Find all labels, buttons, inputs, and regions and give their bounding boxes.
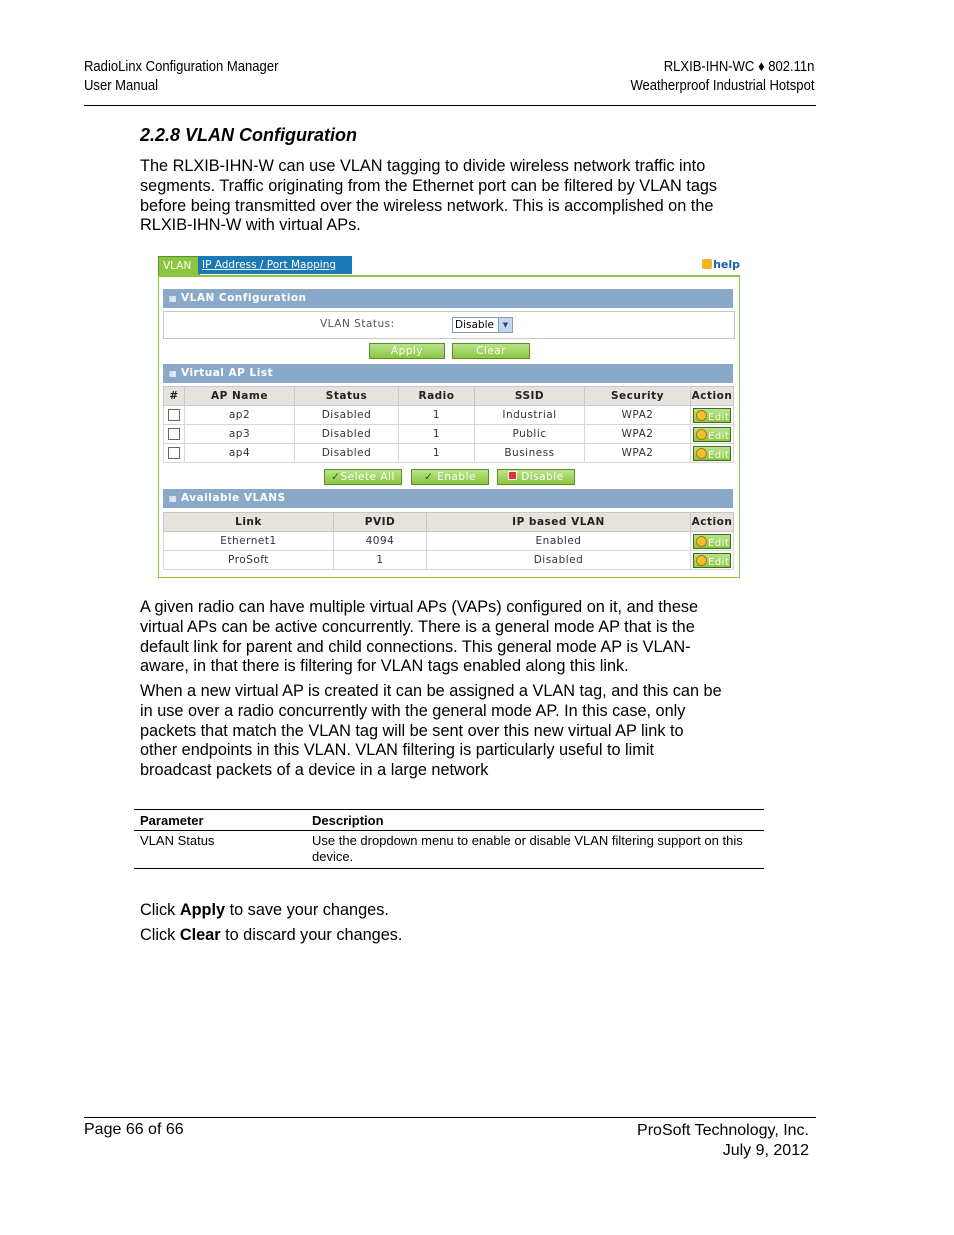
ap-list-bar xyxy=(163,364,733,383)
edit-button[interactable] xyxy=(693,427,731,442)
table-row xyxy=(164,551,734,570)
chevron-down-icon: ▼ xyxy=(498,318,512,332)
vlan-status-value: Disable xyxy=(455,319,494,331)
available-vlans-title: Available VLANS xyxy=(181,492,286,504)
help-icon xyxy=(702,259,712,269)
edit-icon xyxy=(696,448,707,459)
table-header-row xyxy=(164,387,734,406)
intro-paragraph xyxy=(140,157,780,236)
column-header-description: Description xyxy=(306,810,764,831)
footer-rule xyxy=(84,1117,816,1118)
table-row xyxy=(134,831,764,869)
column-header: Action xyxy=(691,513,734,532)
apply-button[interactable]: Apply xyxy=(369,343,445,359)
help-link[interactable] xyxy=(702,258,740,271)
column-header: PVID xyxy=(334,513,427,532)
ap-status: Disabled xyxy=(295,406,399,425)
row-checkbox[interactable] xyxy=(168,409,180,421)
intro-line: RLXIB-IHN-W with virtual APs. xyxy=(140,216,361,235)
paragraph-line: default link for parent and child connections. This general mode AP is VLAN- xyxy=(140,637,691,656)
param-name: VLAN Status xyxy=(134,831,306,869)
table-header-row xyxy=(134,810,764,831)
ap-radio: 1 xyxy=(399,444,475,463)
paragraph-line: virtual APs can be active concurrently. There is a general mode AP that is the xyxy=(140,617,695,636)
intro-line: segments. Traffic originating from the Ethernet port can be filtered by VLAN tags xyxy=(140,176,718,195)
edit-button[interactable] xyxy=(693,408,731,423)
ap-security: WPA2 xyxy=(585,406,691,425)
header-right xyxy=(630,58,814,96)
clear-instruction xyxy=(140,926,402,946)
header-rule xyxy=(84,105,816,106)
clear-bold: Clear xyxy=(179,926,221,944)
available-vlans-bar xyxy=(163,489,733,508)
edit-icon xyxy=(696,536,707,547)
vlan-screenshot xyxy=(158,256,740,579)
paragraph-vlan-tag xyxy=(140,682,780,781)
edit-button[interactable] xyxy=(693,553,731,568)
apply-rest: to save your changes. xyxy=(225,901,389,919)
edit-icon xyxy=(696,410,707,421)
edit-icon xyxy=(696,555,707,566)
table-row xyxy=(164,532,734,551)
paragraph-line: in use over a radio concurrently with the general mode AP. In this case, only xyxy=(140,701,686,720)
available-vlans-table xyxy=(163,512,734,570)
click-word: Click xyxy=(140,901,176,919)
apply-bold: Apply xyxy=(179,901,226,919)
apply-instruction xyxy=(140,901,389,921)
edit-label: Edit xyxy=(708,411,730,423)
enable-button[interactable] xyxy=(411,469,489,485)
column-header: Radio xyxy=(399,387,475,406)
column-header: Link xyxy=(164,513,334,532)
paragraph-line: A given radio can have multiple virtual APs (VAPs) configured on it, and these xyxy=(140,598,699,616)
column-header: Action xyxy=(691,387,734,406)
click-word: Click xyxy=(140,926,176,944)
footer-right xyxy=(637,1121,809,1161)
ap-list-title: Virtual AP List xyxy=(181,367,274,379)
tab-vlan[interactable]: VLAN xyxy=(158,256,200,276)
ap-radio: 1 xyxy=(399,406,475,425)
ap-ssid: Business xyxy=(475,444,585,463)
param-description: Use the dropdown menu to enable or disable VLAN filtering support on this device. xyxy=(306,831,764,869)
table-row xyxy=(164,425,734,444)
ap-name: ap4 xyxy=(185,444,295,463)
check-icon: ✓ xyxy=(424,471,438,483)
footer-date: July 9, 2012 xyxy=(722,1142,809,1159)
clear-button[interactable]: Clear xyxy=(452,343,530,359)
header-description: Weatherproof Industrial Hotspot xyxy=(629,78,814,94)
help-label: help xyxy=(713,258,740,271)
disable-button[interactable] xyxy=(497,469,575,485)
stop-icon xyxy=(508,471,517,480)
paragraph-line: broadcast packets of a device in a large network xyxy=(140,761,489,780)
vlan-config-bar xyxy=(163,289,733,308)
grid-icon: ▦ xyxy=(169,294,178,303)
ap-name: ap2 xyxy=(185,406,295,425)
column-header: AP Name xyxy=(185,387,295,406)
header-doc-type: User Manual xyxy=(84,78,158,94)
column-header: SSID xyxy=(475,387,585,406)
header-model: RLXIB-IHN-WC ♦ 802.11n xyxy=(663,59,814,75)
table-row xyxy=(164,444,734,463)
grid-icon: ▦ xyxy=(169,369,178,378)
vlan-ip-based: Enabled xyxy=(427,532,691,551)
ap-name: ap3 xyxy=(185,425,295,444)
intro-line: before being transmitted over the wireless network. This is accomplished on the xyxy=(140,196,714,215)
vlan-link: ProSoft xyxy=(164,551,334,570)
row-checkbox[interactable] xyxy=(168,447,180,459)
column-header-parameter: Parameter xyxy=(134,810,306,831)
clear-rest: to discard your changes. xyxy=(220,926,403,944)
disable-label: Disable xyxy=(521,471,564,483)
column-header: IP based VLAN xyxy=(427,513,691,532)
check-icon: ✓ xyxy=(331,471,341,483)
ap-status: Disabled xyxy=(295,444,399,463)
table-header-row xyxy=(164,513,734,532)
vlan-status-select[interactable] xyxy=(452,317,513,333)
parameter-table xyxy=(134,809,764,869)
section-title: 2.2.8 VLAN Configuration xyxy=(140,125,358,145)
edit-button[interactable] xyxy=(693,446,731,461)
ap-radio: 1 xyxy=(399,425,475,444)
ap-security: WPA2 xyxy=(585,425,691,444)
select-all-label: Selete All xyxy=(340,471,395,483)
ap-ssid: Industrial xyxy=(475,406,585,425)
header-product: RadioLinx Configuration Manager xyxy=(84,59,279,75)
grid-icon: ▦ xyxy=(169,494,178,503)
column-header: Status xyxy=(295,387,399,406)
vlan-link: Ethernet1 xyxy=(164,532,334,551)
footer-company: ProSoft Technology, Inc. xyxy=(637,1122,809,1139)
paragraph-line: other endpoints in this VLAN. VLAN filtering is particularly useful to limit xyxy=(140,741,654,760)
vlan-pvid: 1 xyxy=(334,551,427,570)
paragraph-line: packets that match the VLAN tag will be sent over this new virtual AP link to xyxy=(140,721,684,740)
header-left xyxy=(84,58,278,96)
column-header: # xyxy=(164,387,185,406)
select-all-button[interactable] xyxy=(324,469,402,485)
vlan-status-label: VLAN Status: xyxy=(320,318,395,330)
edit-label: Edit xyxy=(708,556,730,568)
ap-security: WPA2 xyxy=(585,444,691,463)
intro-line: The RLXIB-IHN-W can use VLAN tagging to divide wireless network traffic into xyxy=(140,157,706,175)
edit-label: Edit xyxy=(708,537,730,549)
ap-list-table xyxy=(163,386,734,463)
edit-label: Edit xyxy=(708,449,730,461)
column-header: Security xyxy=(585,387,691,406)
vlan-status-row xyxy=(163,311,735,339)
edit-button[interactable] xyxy=(693,534,731,549)
footer-page: Page 66 of 66 xyxy=(84,1121,184,1138)
paragraph-line: aware, in that there is filtering for VLAN tags enabled along this link. xyxy=(140,657,629,676)
paragraph-vaps xyxy=(140,598,780,677)
edit-label: Edit xyxy=(708,430,730,442)
tab-ip-address-port-mapping[interactable]: IP Address / Port Mapping xyxy=(198,256,352,274)
table-row xyxy=(164,406,734,425)
ap-status: Disabled xyxy=(295,425,399,444)
vlan-config-title: VLAN Configuration xyxy=(181,292,307,304)
row-checkbox[interactable] xyxy=(168,428,180,440)
tab-bar xyxy=(158,256,740,276)
enable-label: Enable xyxy=(437,471,476,483)
ap-ssid: Public xyxy=(475,425,585,444)
paragraph-line: When a new virtual AP is created it can be assigned a VLAN tag, and this can be xyxy=(140,682,722,700)
edit-icon xyxy=(696,429,707,440)
vlan-ip-based: Disabled xyxy=(427,551,691,570)
vlan-pvid: 4094 xyxy=(334,532,427,551)
